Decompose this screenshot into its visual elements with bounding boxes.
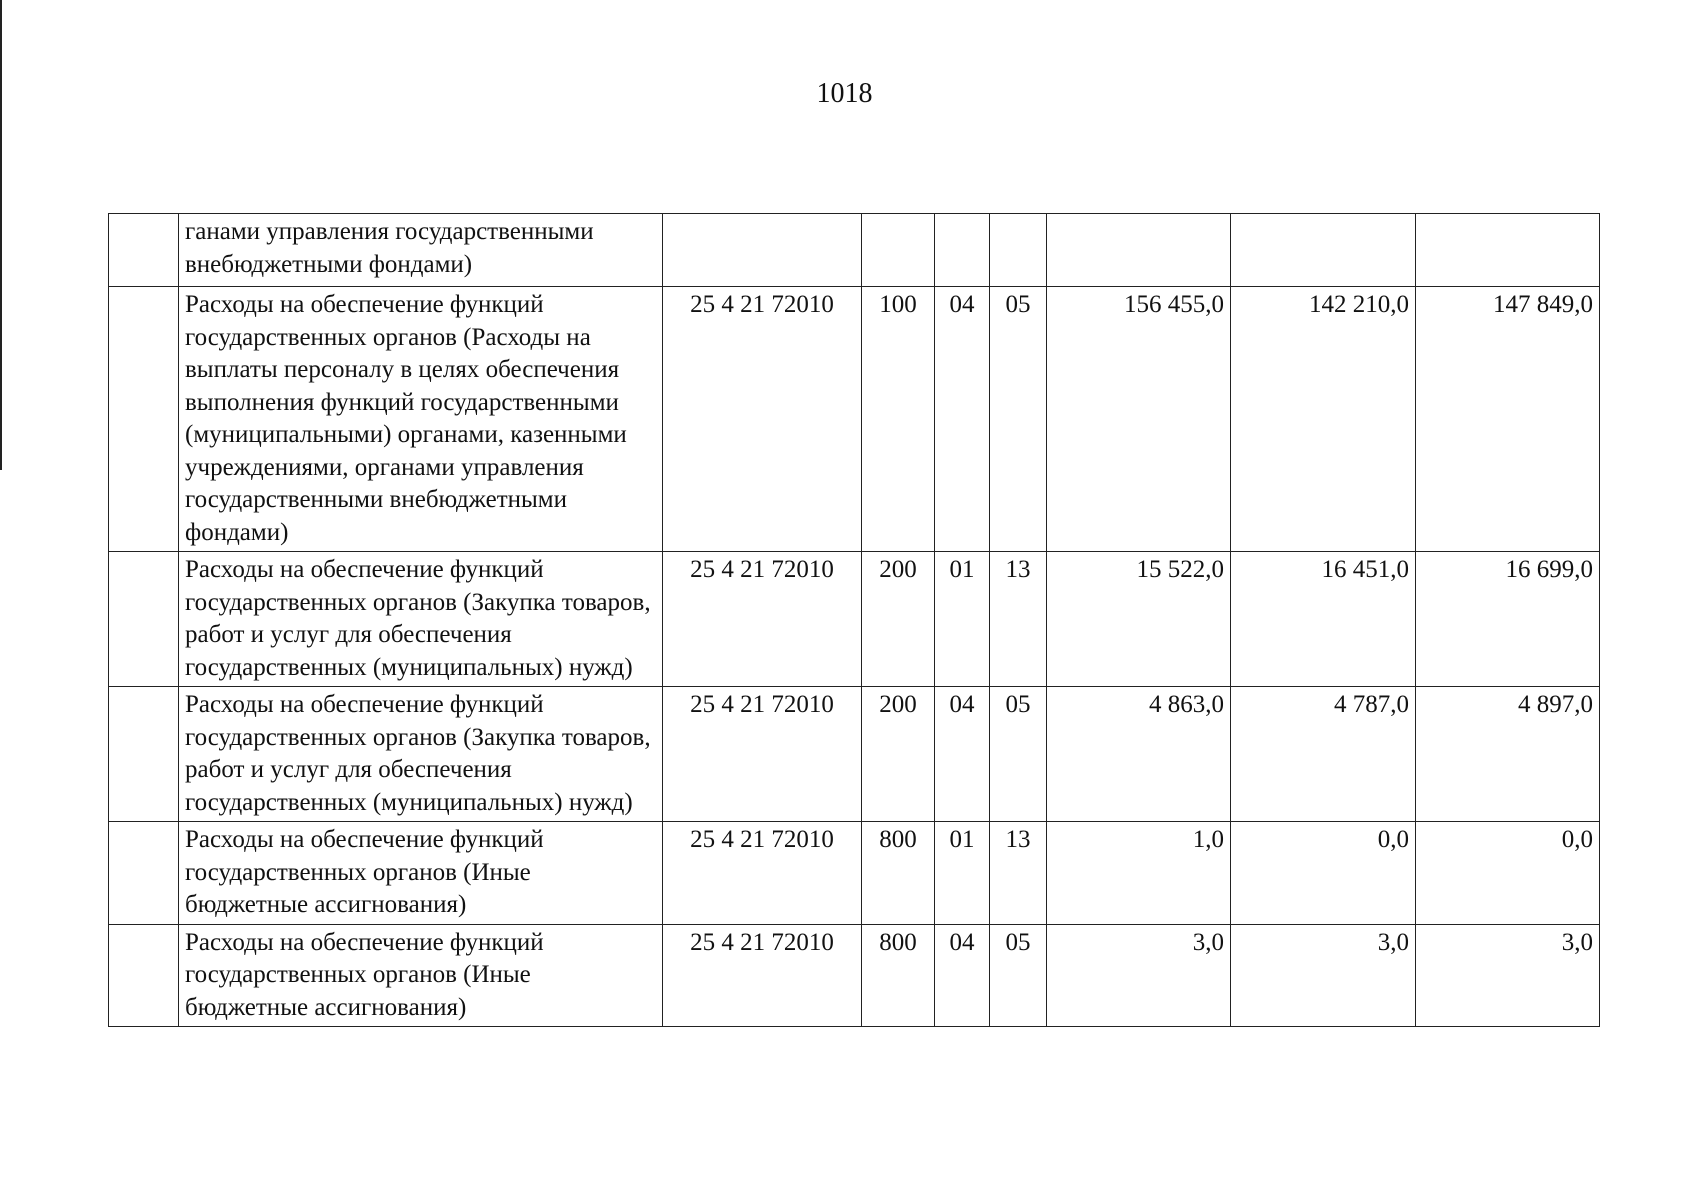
row-number-cell [109,822,179,925]
amount-year-2-cell [1231,214,1416,287]
description-cell: Расходы на обеспечение функций государственных органов (Закупка товаров, работ и услуг для обеспечения государственных (муниципальных) нужд) [179,552,663,687]
amount-year-1-cell [1047,214,1231,287]
expense-type-cell: 800 [862,822,935,925]
description-cell: Расходы на обеспечение функций государственных органов (Расходы на выплаты персоналу в целях обеспечения выполнения функций государственными (муниципальными) органами, казенными учреждениями, органами управления государственными внебюджетными фондами) [179,287,663,552]
table-row [109,214,1600,287]
expense-type-cell: 100 [862,287,935,552]
target-article-cell: 25 4 21 72010 [663,924,862,1027]
table-row [109,687,1600,822]
amount-year-3-cell: 147 849,0 [1416,287,1600,552]
target-article-cell: 25 4 21 72010 [663,687,862,822]
amount-year-2-cell: 0,0 [1231,822,1416,925]
section-cell [935,214,990,287]
subsection-cell: 05 [990,687,1047,822]
amount-year-1-cell: 156 455,0 [1047,287,1231,552]
subsection-cell [990,214,1047,287]
budget-table [108,213,1600,1027]
expense-type-cell: 800 [862,924,935,1027]
row-number-cell [109,552,179,687]
amount-year-1-cell: 3,0 [1047,924,1231,1027]
target-article-cell: 25 4 21 72010 [663,552,862,687]
subsection-cell: 13 [990,822,1047,925]
table-row [109,822,1600,925]
target-article-cell: 25 4 21 72010 [663,287,862,552]
description-cell: Расходы на обеспечение функций государственных органов (Иные бюджетные ассигнования) [179,924,663,1027]
amount-year-3-cell: 16 699,0 [1416,552,1600,687]
section-cell: 04 [935,924,990,1027]
section-cell: 01 [935,552,990,687]
table-row [109,552,1600,687]
subsection-cell: 05 [990,924,1047,1027]
description-cell: ганами управления государственными внебюджетными фондами) [179,214,663,287]
amount-year-1-cell: 4 863,0 [1047,687,1231,822]
section-cell: 04 [935,287,990,552]
description-cell: Расходы на обеспечение функций государственных органов (Иные бюджетные ассигнования) [179,822,663,925]
row-number-cell [109,214,179,287]
section-cell: 01 [935,822,990,925]
expense-type-cell: 200 [862,552,935,687]
row-number-cell [109,687,179,822]
description-cell: Расходы на обеспечение функций государственных органов (Закупка товаров, работ и услуг для обеспечения государственных (муниципальных) нужд) [179,687,663,822]
page-number: 1018 [816,78,873,109]
expense-type-cell: 200 [862,687,935,822]
subsection-cell: 13 [990,552,1047,687]
amount-year-3-cell: 0,0 [1416,822,1600,925]
amount-year-3-cell [1416,214,1600,287]
amount-year-1-cell: 1,0 [1047,822,1231,925]
amount-year-3-cell: 4 897,0 [1416,687,1600,822]
amount-year-3-cell: 3,0 [1416,924,1600,1027]
amount-year-2-cell: 4 787,0 [1231,687,1416,822]
target-article-cell [663,214,862,287]
amount-year-2-cell: 142 210,0 [1231,287,1416,552]
table-row [109,924,1600,1027]
subsection-cell: 05 [990,287,1047,552]
row-number-cell [109,287,179,552]
amount-year-1-cell: 15 522,0 [1047,552,1231,687]
table-row [109,287,1600,552]
expense-type-cell [862,214,935,287]
section-cell: 04 [935,687,990,822]
target-article-cell: 25 4 21 72010 [663,822,862,925]
scan-edge-line [0,0,2,470]
amount-year-2-cell: 16 451,0 [1231,552,1416,687]
amount-year-2-cell: 3,0 [1231,924,1416,1027]
row-number-cell [109,924,179,1027]
